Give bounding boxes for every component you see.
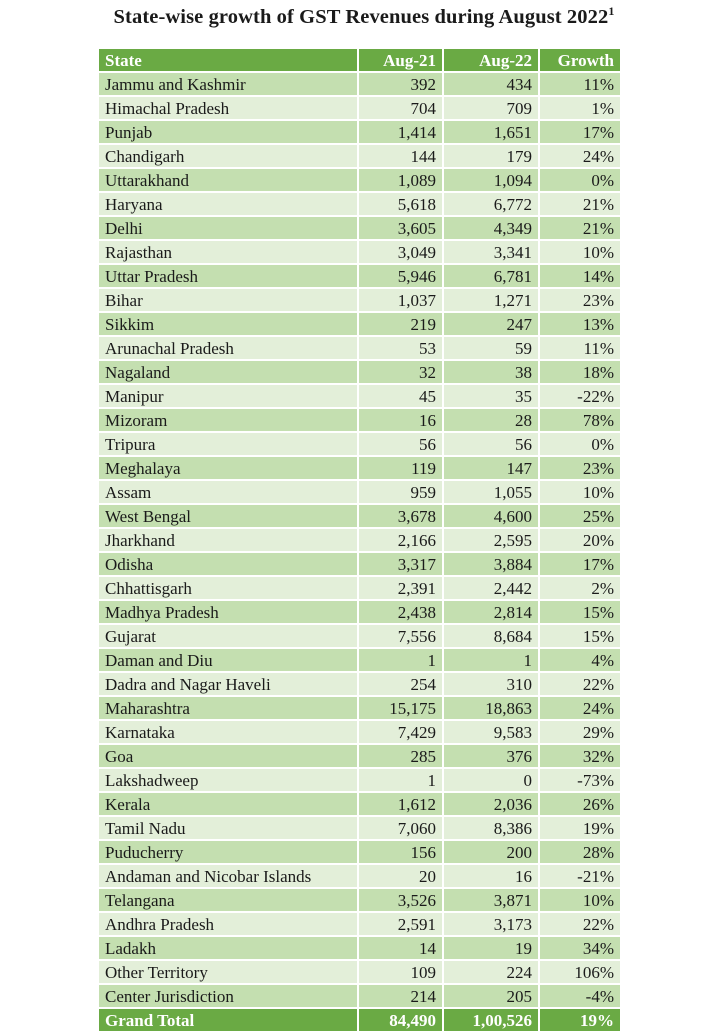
state-name-cell: Uttar Pradesh [98,264,358,288]
aug21-value-cell: 156 [358,840,443,864]
table-row [98,624,621,648]
aug21-value-cell: 254 [358,672,443,696]
grand-total-aug21: 84,490 [358,1008,443,1032]
table-row [98,840,621,864]
state-name-cell: Manipur [98,384,358,408]
state-name-cell: Tamil Nadu [98,816,358,840]
growth-value-cell: 2% [539,576,621,600]
growth-value-cell: 4% [539,648,621,672]
state-name-cell: Odisha [98,552,358,576]
aug22-value-cell: 6,772 [443,192,539,216]
growth-value-cell: 19% [539,816,621,840]
page-title [0,6,728,29]
aug22-value-cell: 56 [443,432,539,456]
table-row [98,216,621,240]
aug22-value-cell: 18,863 [443,696,539,720]
aug21-value-cell: 1,414 [358,120,443,144]
aug21-value-cell: 7,060 [358,816,443,840]
growth-value-cell: 10% [539,480,621,504]
state-name-cell: Haryana [98,192,358,216]
aug22-value-cell: 1 [443,648,539,672]
table-row [98,960,621,984]
aug21-value-cell: 1,612 [358,792,443,816]
state-name-cell: Kerala [98,792,358,816]
aug21-value-cell: 5,946 [358,264,443,288]
aug21-value-cell: 3,049 [358,240,443,264]
aug21-value-cell: 2,438 [358,600,443,624]
growth-value-cell: 23% [539,288,621,312]
state-name-cell: Puducherry [98,840,358,864]
table-row [98,864,621,888]
growth-value-cell: -73% [539,768,621,792]
aug21-value-cell: 15,175 [358,696,443,720]
state-name-cell: Nagaland [98,360,358,384]
state-name-cell: Chandigarh [98,144,358,168]
aug21-value-cell: 56 [358,432,443,456]
table-row [98,528,621,552]
growth-value-cell: 17% [539,120,621,144]
growth-value-cell: 18% [539,360,621,384]
table-row [98,504,621,528]
growth-value-cell: 23% [539,456,621,480]
state-name-cell: Tripura [98,432,358,456]
growth-value-cell: 21% [539,216,621,240]
aug22-value-cell: 179 [443,144,539,168]
state-name-cell: Bihar [98,288,358,312]
title-footnote-marker: 1 [608,4,615,18]
aug22-value-cell: 310 [443,672,539,696]
aug22-value-cell: 59 [443,336,539,360]
aug22-value-cell: 1,651 [443,120,539,144]
aug22-value-cell: 3,341 [443,240,539,264]
aug21-value-cell: 285 [358,744,443,768]
table-row [98,912,621,936]
state-name-cell: Rajasthan [98,240,358,264]
aug21-value-cell: 704 [358,96,443,120]
table-row [98,192,621,216]
table-row [98,696,621,720]
growth-value-cell: 34% [539,936,621,960]
aug22-value-cell: 4,349 [443,216,539,240]
column-header-growth: Growth [539,48,621,72]
growth-value-cell: 78% [539,408,621,432]
table-row [98,576,621,600]
aug22-value-cell: 0 [443,768,539,792]
state-name-cell: Delhi [98,216,358,240]
aug22-value-cell: 1,271 [443,288,539,312]
aug21-value-cell: 219 [358,312,443,336]
state-name-cell: Telangana [98,888,358,912]
table-row [98,408,621,432]
growth-value-cell: 1% [539,96,621,120]
table-row [98,888,621,912]
table-row [98,720,621,744]
table-row [98,432,621,456]
table-row [98,96,621,120]
growth-value-cell: -21% [539,864,621,888]
growth-value-cell: 24% [539,144,621,168]
table-row [98,648,621,672]
table-row [98,984,621,1008]
growth-value-cell: 29% [539,720,621,744]
gst-revenue-table [97,47,622,1033]
table-row [98,240,621,264]
state-name-cell: Meghalaya [98,456,358,480]
aug21-value-cell: 1,089 [358,168,443,192]
growth-value-cell: 21% [539,192,621,216]
growth-value-cell: 13% [539,312,621,336]
aug21-value-cell: 53 [358,336,443,360]
growth-value-cell: 14% [539,264,621,288]
state-name-cell: Daman and Diu [98,648,358,672]
aug22-value-cell: 709 [443,96,539,120]
state-name-cell: Sikkim [98,312,358,336]
aug21-value-cell: 3,678 [358,504,443,528]
aug22-value-cell: 3,884 [443,552,539,576]
growth-value-cell: 0% [539,168,621,192]
aug21-value-cell: 20 [358,864,443,888]
table-row [98,744,621,768]
aug21-value-cell: 16 [358,408,443,432]
table-row [98,264,621,288]
state-name-cell: West Bengal [98,504,358,528]
state-name-cell: Jharkhand [98,528,358,552]
aug22-value-cell: 1,055 [443,480,539,504]
table-row [98,552,621,576]
grand-total-row [98,1008,621,1032]
title-text: State-wise growth of GST Revenues during August 2022 [113,6,609,28]
aug21-value-cell: 109 [358,960,443,984]
growth-value-cell: 15% [539,600,621,624]
state-name-cell: Madhya Pradesh [98,600,358,624]
aug22-value-cell: 376 [443,744,539,768]
state-name-cell: Mizoram [98,408,358,432]
state-name-cell: Andhra Pradesh [98,912,358,936]
growth-value-cell: -4% [539,984,621,1008]
state-name-cell: Himachal Pradesh [98,96,358,120]
growth-value-cell: 32% [539,744,621,768]
table-body [98,72,621,1008]
table-row [98,936,621,960]
aug22-value-cell: 8,386 [443,816,539,840]
aug21-value-cell: 3,526 [358,888,443,912]
growth-value-cell: 24% [539,696,621,720]
aug21-value-cell: 144 [358,144,443,168]
aug22-value-cell: 19 [443,936,539,960]
state-name-cell: Goa [98,744,358,768]
growth-value-cell: -22% [539,384,621,408]
aug21-value-cell: 5,618 [358,192,443,216]
growth-value-cell: 106% [539,960,621,984]
state-name-cell: Dadra and Nagar Haveli [98,672,358,696]
aug21-value-cell: 14 [358,936,443,960]
column-header-state: State [98,48,358,72]
aug22-value-cell: 16 [443,864,539,888]
table-row [98,816,621,840]
table-row [98,456,621,480]
aug21-value-cell: 2,166 [358,528,443,552]
aug22-value-cell: 6,781 [443,264,539,288]
growth-value-cell: 22% [539,912,621,936]
table-row [98,792,621,816]
state-name-cell: Lakshadweep [98,768,358,792]
state-name-cell: Uttarakhand [98,168,358,192]
aug21-value-cell: 32 [358,360,443,384]
grand-total-aug22: 1,00,526 [443,1008,539,1032]
growth-value-cell: 11% [539,72,621,96]
growth-value-cell: 17% [539,552,621,576]
table-row [98,168,621,192]
state-name-cell: Ladakh [98,936,358,960]
aug21-value-cell: 2,391 [358,576,443,600]
column-header-aug21: Aug-21 [358,48,443,72]
growth-value-cell: 25% [539,504,621,528]
table-row [98,72,621,96]
table-row [98,336,621,360]
aug22-value-cell: 205 [443,984,539,1008]
state-name-cell: Center Jurisdiction [98,984,358,1008]
aug22-value-cell: 38 [443,360,539,384]
growth-value-cell: 11% [539,336,621,360]
aug21-value-cell: 2,591 [358,912,443,936]
state-name-cell: Jammu and Kashmir [98,72,358,96]
table-row [98,120,621,144]
growth-value-cell: 0% [539,432,621,456]
grand-total-growth: 19% [539,1008,621,1032]
aug22-value-cell: 2,442 [443,576,539,600]
growth-value-cell: 28% [539,840,621,864]
aug21-value-cell: 45 [358,384,443,408]
aug21-value-cell: 119 [358,456,443,480]
aug22-value-cell: 224 [443,960,539,984]
table-row [98,312,621,336]
aug21-value-cell: 3,605 [358,216,443,240]
state-name-cell: Assam [98,480,358,504]
state-name-cell: Other Territory [98,960,358,984]
growth-value-cell: 15% [539,624,621,648]
table-row [98,672,621,696]
table-row [98,480,621,504]
aug22-value-cell: 434 [443,72,539,96]
table-row [98,360,621,384]
growth-value-cell: 10% [539,888,621,912]
column-header-aug22: Aug-22 [443,48,539,72]
table-row [98,144,621,168]
state-name-cell: Maharashtra [98,696,358,720]
aug22-value-cell: 1,094 [443,168,539,192]
aug21-value-cell: 7,429 [358,720,443,744]
aug22-value-cell: 2,814 [443,600,539,624]
aug22-value-cell: 4,600 [443,504,539,528]
state-name-cell: Karnataka [98,720,358,744]
aug22-value-cell: 35 [443,384,539,408]
growth-value-cell: 10% [539,240,621,264]
table-header-row [98,48,621,72]
state-name-cell: Punjab [98,120,358,144]
table-row [98,768,621,792]
aug21-value-cell: 392 [358,72,443,96]
state-name-cell: Arunachal Pradesh [98,336,358,360]
aug21-value-cell: 3,317 [358,552,443,576]
aug21-value-cell: 1,037 [358,288,443,312]
aug22-value-cell: 3,173 [443,912,539,936]
aug21-value-cell: 7,556 [358,624,443,648]
aug22-value-cell: 247 [443,312,539,336]
aug21-value-cell: 214 [358,984,443,1008]
growth-value-cell: 26% [539,792,621,816]
aug21-value-cell: 959 [358,480,443,504]
aug21-value-cell: 1 [358,768,443,792]
growth-value-cell: 20% [539,528,621,552]
aug21-value-cell: 1 [358,648,443,672]
grand-total-label: Grand Total [98,1008,358,1032]
aug22-value-cell: 147 [443,456,539,480]
aug22-value-cell: 3,871 [443,888,539,912]
table-row [98,600,621,624]
growth-value-cell: 22% [539,672,621,696]
table-row [98,288,621,312]
aug22-value-cell: 8,684 [443,624,539,648]
aug22-value-cell: 9,583 [443,720,539,744]
aug22-value-cell: 2,036 [443,792,539,816]
table-row [98,384,621,408]
state-name-cell: Andaman and Nicobar Islands [98,864,358,888]
aug22-value-cell: 200 [443,840,539,864]
state-name-cell: Chhattisgarh [98,576,358,600]
aug22-value-cell: 28 [443,408,539,432]
state-name-cell: Gujarat [98,624,358,648]
aug22-value-cell: 2,595 [443,528,539,552]
